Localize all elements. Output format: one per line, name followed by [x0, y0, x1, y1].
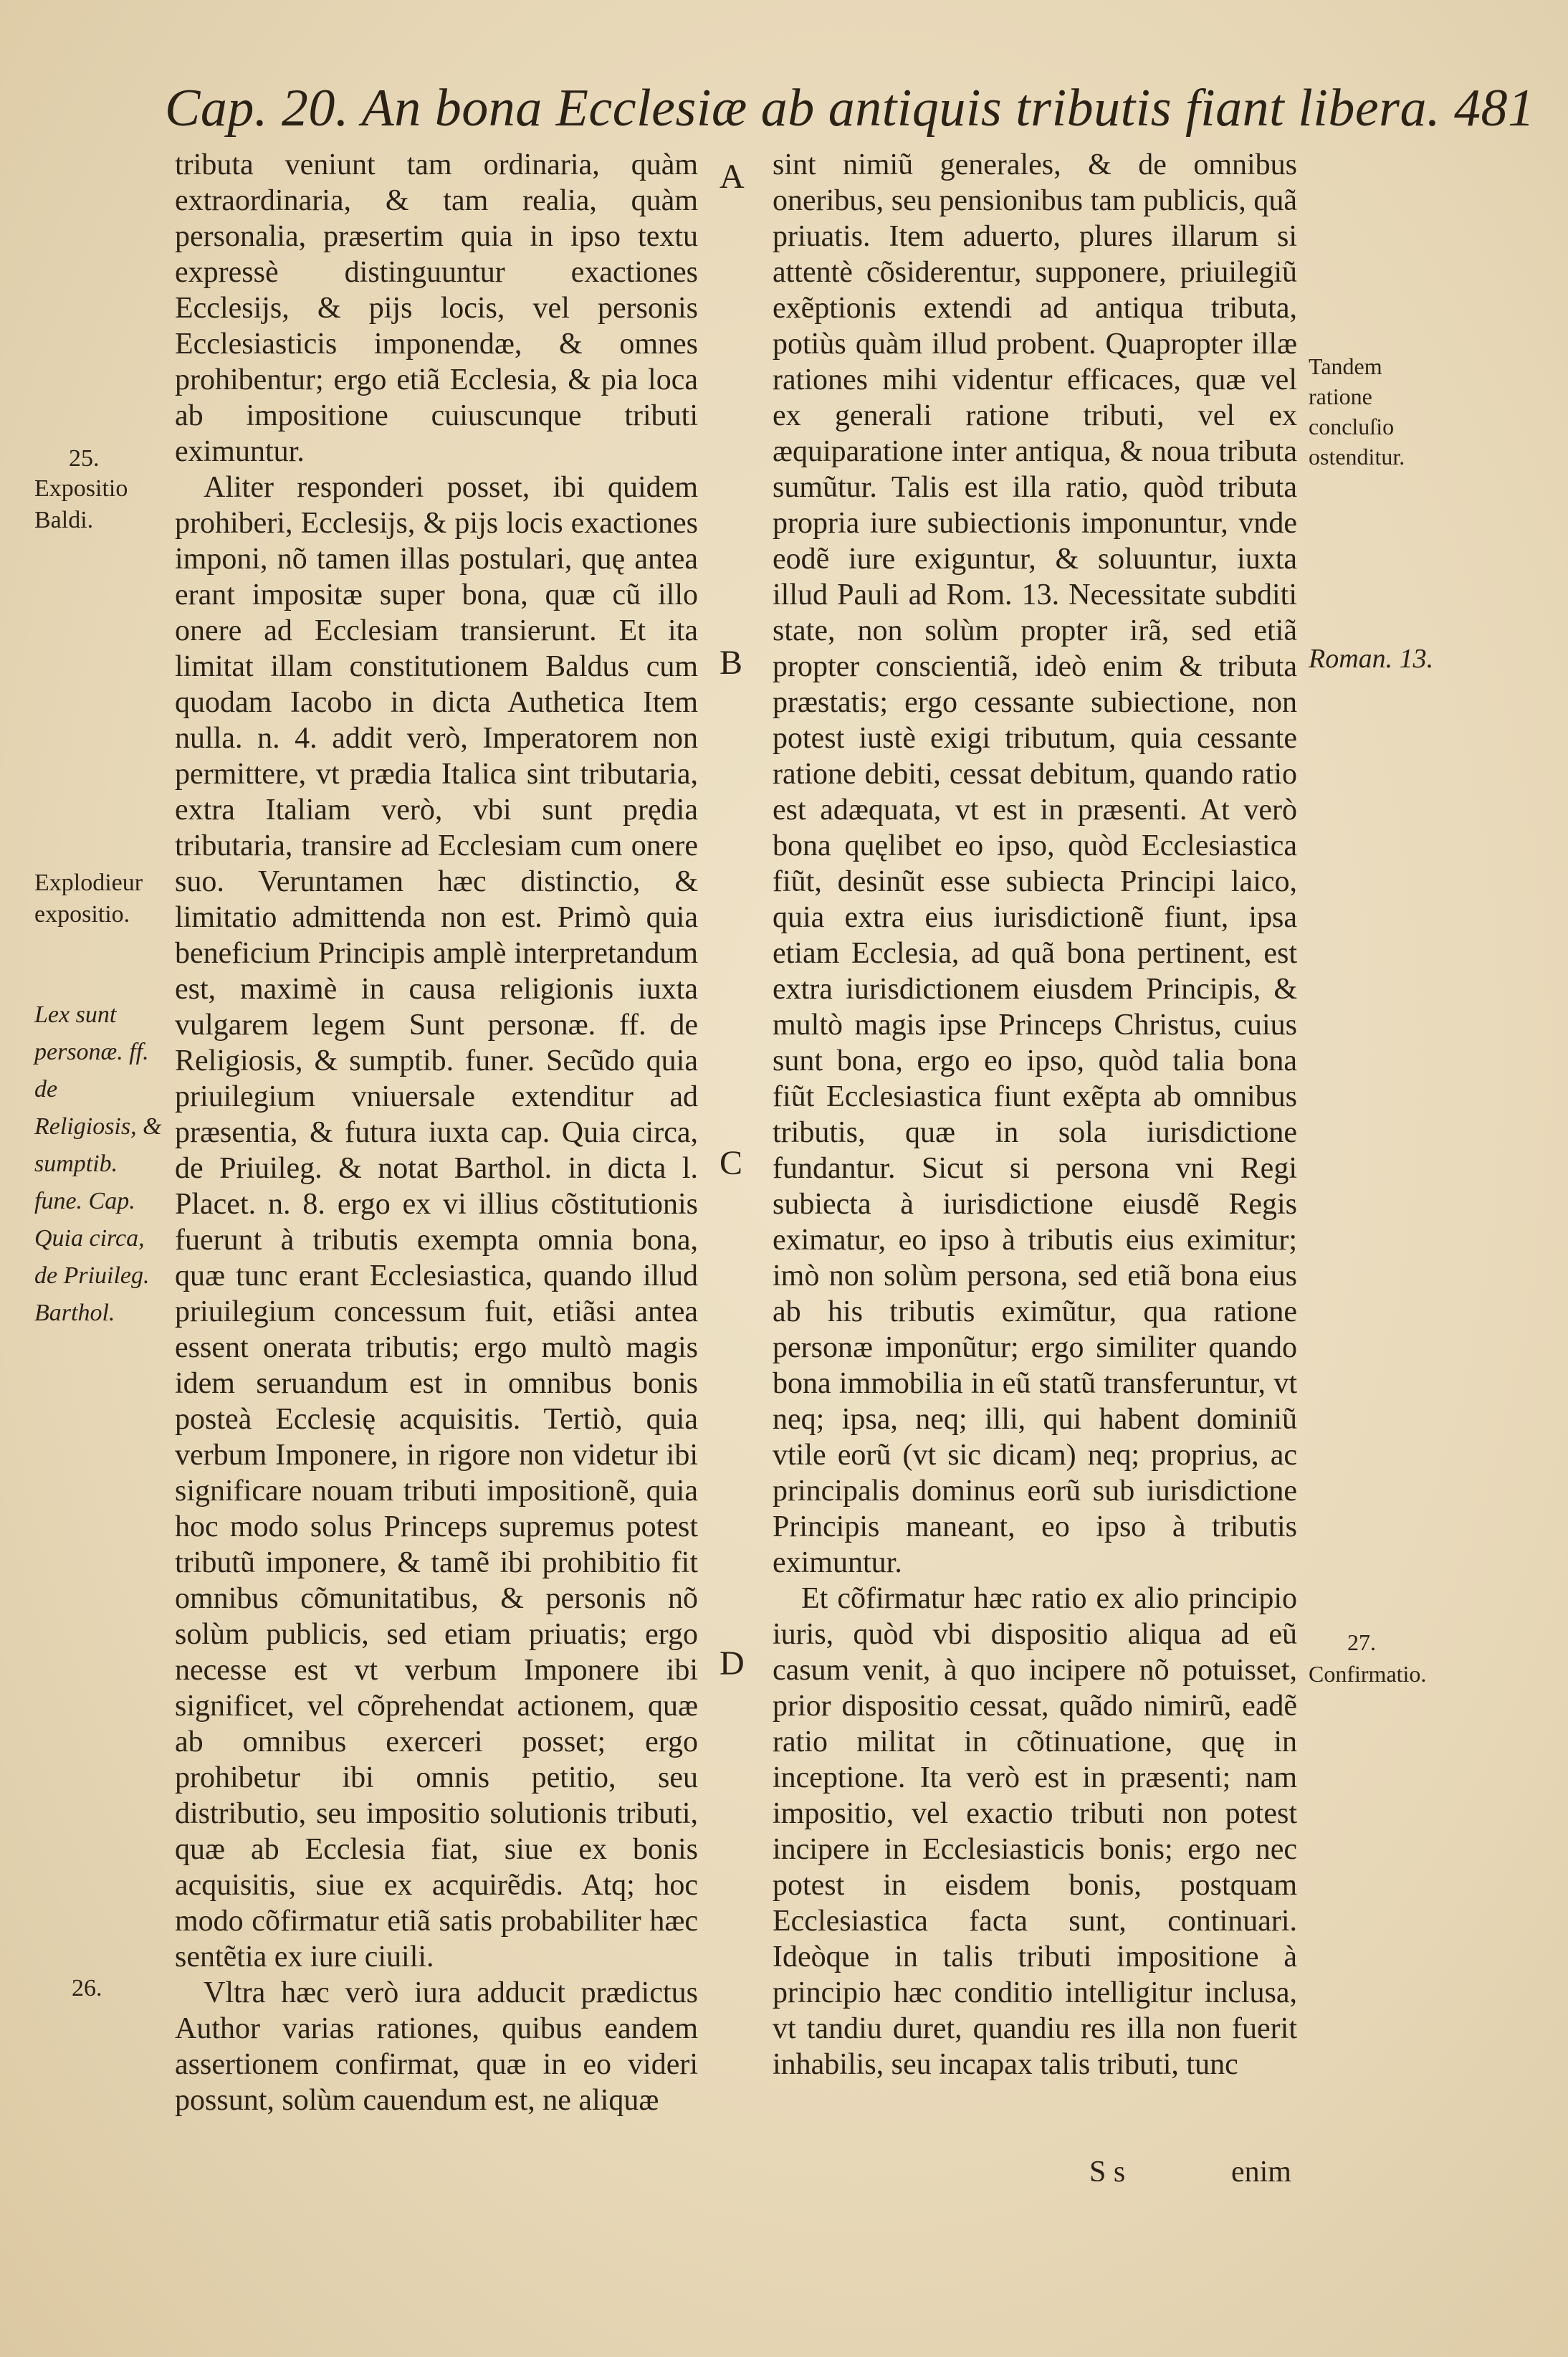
margin-note-tandem: Tandem ratione concluſio ostenditur.: [1309, 353, 1405, 470]
margin-note-expositio-baldi: Expositio Baldi.: [34, 475, 128, 533]
margin-note-citations: Lex sunt personæ. ff. de Religiosis, & sumptib. fune. Cap. Quia circa, de Priuileg. Barthol.: [34, 1001, 162, 1326]
signature-mark: S s: [1089, 2156, 1126, 2189]
section-letter-d: D: [720, 1644, 745, 1682]
left-paragraph: Aliter responderi posset, ibi quidem prohiberi, Ecclesijs, & pijs locis exactiones imponi, nõ tamen illas postulari, quę antea erant impositæ super bona, quæ cũ illo onere ad Ecclesiam transierunt. Et ita limitat illam constitutionem Baldus cum quodam Iacobo in dicta Authetica Item nulla. n. 4. addit verò, Imperatorem non permittere, vt prædia Italica sint tributaria, extra Italiam verò, vbi sunt prędia tributaria, transire ad Ecclesiam cum onere suo. Veruntamen hæc distinctio, & limitatio admittenda non est. Primò quia beneficium Principis amplè interpretandum est, maximè in causa religionis iuxta vulgarem legem Sunt personæ. ff. de Religiosis, & sumptib. funer. Secũdo quia priuilegium vniuersale extenditur ad præsentia, & futura iuxta cap. Quia circa, de Priuileg. & notat Barthol. in dicta l. Placet. n. 8. ergo ex vi illius cõstitutionis fuerunt à tributis exempta omnia bona, quæ tunc erant Ecclesiastica, quando illud priuilegium concessum fuit, etiãsi antea essent onerata tributis; ergo multò magis idem seruandum est in omnibus bonis posteà Ecclesię acquisitis. Tertiò, quia verbum Imponere, in rigore non videtur ibi significare nouam tributi impositionẽ, quia hoc modo solus Princeps supremus potest tributũ imponere, & tamẽ ibi prohibitio fit omnibus cõmunitatibus, & personis nõ solùm publicis, sed etiam priuatis; ergo necesse est vt verbum Imponere ibi significet, vel cõprehendat actionem, quæ ab omnibus exerceri posset; ergo prohibetur ibi omnis petitio, seu distributio, seu impositio solutionis tributi, quæ ab Ecclesia fiat, siue ex bonis acquisitis, siue ex acquirẽdis. Atq; hoc modo cõfirmatur etiã satis probabiliter hæc sentẽtia ex iure ciuili.: [175, 471, 698, 1973]
margin-note-roman: Roman. 13.: [1309, 644, 1434, 674]
section-letter-c: C: [720, 1144, 743, 1182]
margin-number-27: 27.: [1347, 1629, 1376, 1655]
section-letter-a: A: [720, 158, 745, 196]
right-paragraph: Et cõfirmatur hæc ratio ex alio principio iuris, quòd vbi dispositio aliqua ad eũ casum venit, à quo incipere nõ potuisset, prior dispositio cessat, quãdo nimirũ, eadẽ ratio militat in cõtinuatione, quę in inceptione. Ita verò est in præsenti; nam impositio, vel exactio tributi non potest incipere in Ecclesiasticis bonis; ergo nec potest in eisdem bonis, postquam Ecclesiastica facta sunt, continuari. Ideòque in talis tributi impositione à principio hæc conditio intelligitur inclusa, vt tandiu duret, quandiu res illa non fuerit inhabilis, seu incapax talis tributi, tunc: [773, 1582, 1297, 2081]
margin-note-explodieur: Explodieur expositio.: [34, 870, 143, 928]
section-letter-b: B: [720, 644, 743, 682]
margin-number-25: 25.: [69, 445, 100, 472]
catchword: enim: [1231, 2156, 1291, 2189]
left-paragraph: Vltra hæc verò iura adducit prædictus Author varias rationes, quibus eandem assertionem confirmat, quæ in eo videri possunt, solùm cauendum est, ne aliquæ: [175, 1976, 698, 2117]
right-paragraph: sint nimiũ generales, & de omnibus oneribus, seu pensionibus tam publicis, quã priuatis. Item aduerto, plures illarum si attentè cõsiderentur, supponere, priuilegiũ exẽptionis extendi ad antiqua tributa, potiùs quàm illud probent. Quapropter illæ rationes mihi videntur efficaces, quæ vel ex generali ratione tributi, vel ex æquiparatione inter antiqua, & noua tributa sumũtur. Talis est illa ratio, quòd tributa propria iure subiectionis imponuntur, vnde eodẽ iure exiguntur, & soluuntur, iuxta illud Pauli ad Rom. 13. Necessitate subditi state, non solùm propter irã, sed etiã propter conscientiã, ideò enim & tributa præstatis; ergo cessante subiectione, non potest iustè exigi tributum, quia cessante ratione debiti, cessat debitum, quando ratio est adæquata, vt est in præsenti. At verò bona quęlibet eo ipso, quòd Ecclesiastica fiũt, desinũt esse subiecta Principi laico, quia extra eius iurisdictionẽ fiunt, ipsa etiam Ecclesia, ad quã bona pertinent, est extra iurisdictionem eiusdem Principis, & multò magis ipse Princeps Christus, cuius sunt bona, ergo eo ipso, quòd talia bona fiũt Ecclesiastica fiunt exẽpta ab omnibus tributis, quæ in sola iurisdictione fundantur. Sicut si persona vni Regi subiecta à iurisdictione eiusdẽ Regis eximatur, eo ipso à tributis eius eximitur; imò non solùm persona, sed etiã bona eius ab his tributis eximũtur, qua ratione personæ imponũtur; ergo similiter quando bona immobilia in eũ statũ transferuntur, vt neq; ipsa, neq; illi, qui habent dominiũ vtile eorũ (vt sic dicam) neq; proprius, ac principalis dominus eorũ sub iurisdictione Principis maneant, eo ipso à tributis eximuntur.: [773, 148, 1297, 1579]
margin-note-confirmatio: Confirmatio.: [1309, 1661, 1427, 1687]
running-header: Cap. 20. An bona Ecclesiæ ab antiquis tributis fiant libera. 481: [165, 79, 1535, 138]
right-column: [773, 147, 1297, 2190]
margin-number-26: 26.: [72, 1975, 102, 2001]
left-column: [175, 147, 698, 2190]
left-paragraph: tributa veniunt tam ordinaria, quàm extraordinaria, & tam realia, quàm personalia, præsertim quia in ipso textu expressè distinguuntur exactiones Ecclesijs, & pijs locis, vel personis Ecclesiasticis imponendæ, & omnes prohibentur; ergo etiã Ecclesia, & pia loca ab impositione cuiuscunque tributi eximuntur.: [175, 148, 698, 468]
